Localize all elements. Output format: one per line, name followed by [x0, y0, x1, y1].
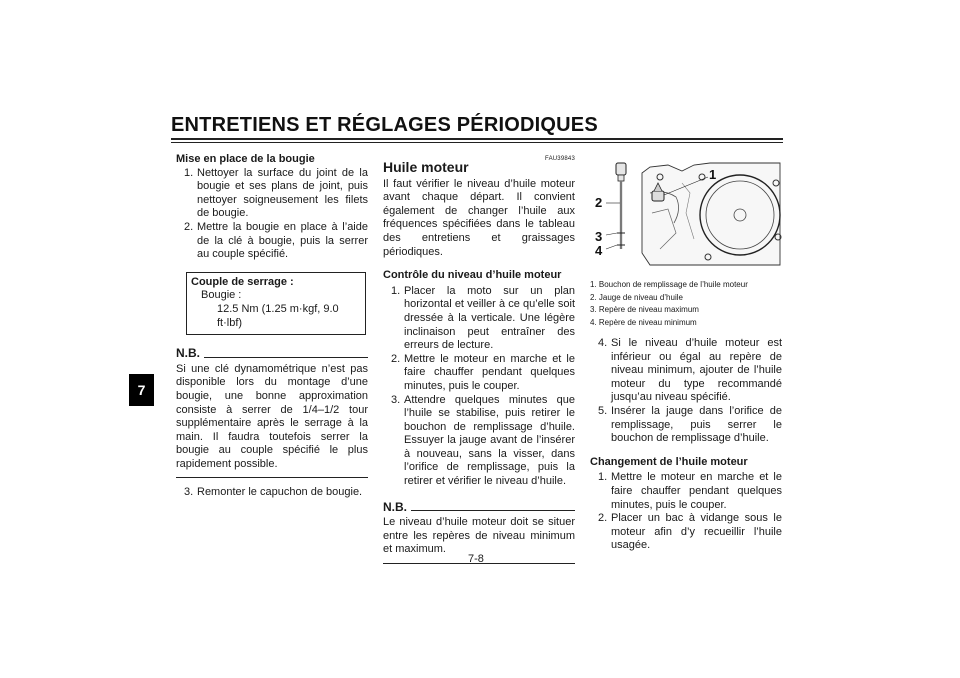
list-item [176, 167, 368, 221]
nb-header [383, 501, 575, 515]
spec-title: Couple de serrage : [191, 275, 294, 288]
page-number: 7-8 [468, 553, 484, 565]
step-text: Nettoyer la surface du joint de la bougie et ses plans de joint, puis nettoyer soigneusement les filets de bougie. [197, 166, 368, 220]
step-number: 2. [391, 352, 401, 365]
legend-item: 3. Repère de niveau maximum [590, 305, 699, 314]
spec-label: Bougie : [201, 289, 242, 302]
spark-plug-steps [176, 167, 368, 262]
column-spark-plug [176, 153, 368, 500]
column-oil-figure [590, 153, 782, 553]
step-number: 3. [184, 486, 194, 499]
nb-label: N.B. [383, 499, 407, 514]
list-item [590, 405, 782, 446]
list-item [590, 471, 782, 512]
divider [411, 510, 575, 511]
callout-2: 2 [595, 195, 603, 210]
oil-check-steps-cont [590, 337, 782, 446]
oil-check-heading: Contrôle du niveau d’huile moteur [383, 269, 562, 282]
oil-change-steps [590, 471, 782, 553]
divider [204, 357, 368, 358]
step-text: Placer la moto sur un plan horizontal et veiller à ce qu’elle soit dressée à la verticale. Une légère inclinaison peut entraîner des erreurs de lecture. [404, 284, 575, 352]
oil-change-heading: Changement de l’huile moteur [590, 455, 748, 468]
engine-illustration [590, 153, 782, 271]
oil-check-steps [383, 285, 575, 489]
callout-1: 1 [709, 167, 717, 182]
divider [176, 477, 368, 478]
legend-item: 1. Bouchon de remplissage de l’huile moteur [590, 280, 748, 289]
step-text: Mettre le moteur en marche et le faire chauffer pendant quelques minutes, puis le couper. [404, 352, 575, 392]
legend-item: 2. Jauge de niveau d’huile [590, 292, 683, 302]
step-number: 2. [598, 512, 608, 525]
list-item [176, 486, 368, 500]
list-item [383, 285, 575, 353]
step-text: Remonter le capuchon de bougie. [197, 486, 363, 499]
callout-3: 3 [595, 229, 603, 244]
step-number: 1. [391, 284, 401, 297]
step-text: Mettre le moteur en marche et le faire chauffer pendant quelques minutes, puis le couper. [611, 471, 782, 511]
reference-code: FAU39843 [545, 156, 575, 162]
list-item [590, 512, 782, 553]
list-item [176, 221, 368, 262]
step-number: 2. [184, 220, 194, 233]
spark-plug-heading: Mise en place de la bougie [176, 153, 315, 165]
intro-paragraph: Il faut vérifier le niveau d’huile moteur avant chaque départ. Il convient également de changer l’huile aux fréquences spécifiées dans le tableau des entretiens et graissages périodiques. [383, 177, 575, 258]
engine-oil-diagram [590, 153, 782, 271]
spark-plug-steps-cont [176, 486, 368, 500]
nb-label: N.B. [176, 346, 200, 361]
nb-text: Le niveau d’huile moteur doit se situer entre les repères de niveau minimum et maximum. [383, 516, 575, 556]
step-number: 5. [598, 404, 608, 417]
nb-text: Si une clé dynamométrique n’est pas disponible lors du montage d’une bougie, une bonne approximation consiste à serrer de 1/4–1/2 tour supplémentaire après le serrage à la main. Il faudra toutefois serrer la bougie au couple spécifié le plus rapidement possible. [176, 362, 368, 470]
step-text: Si le niveau d’huile moteur est inférieur ou égal au repère de niveau minimum, ajouter de l’huile moteur du type recommandé jusqu’au niveau spécifié. [611, 337, 782, 404]
header-rule-thick [171, 138, 783, 140]
chapter-tab: 7 [129, 374, 154, 406]
figure-legend [590, 279, 782, 329]
column-engine-oil [383, 153, 575, 572]
step-text: Mettre la bougie en place à l’aide de la clé à bougie, puis la serrer au couple spécifié. [197, 220, 368, 261]
callout-4: 4 [595, 243, 603, 258]
step-number: 4. [598, 337, 608, 349]
step-text: Attendre quelques minutes que l’huile se stabilise, puis retirer le bouchon de remplissage d’huile. Essuyer la jauge avant de l’insérer à nouveau, sans la visser, dans l’orifice de remplissage, puis la retirer et vérifier le niveau d’huile. [404, 393, 575, 488]
step-number: 1. [184, 166, 194, 179]
torque-spec-box [186, 272, 366, 335]
section-title: Huile moteur [383, 159, 469, 175]
step-number: 1. [598, 471, 608, 484]
step-text: Insérer la jauge dans l’orifice de remplissage, puis serrer le bouchon de remplissage d’huile. [611, 404, 782, 445]
header-rule-thin [171, 142, 783, 143]
list-item [383, 353, 575, 394]
spec-value: 12.5 Nm (1.25 m·kgf, 9.0 ft·lbf) [217, 302, 339, 329]
list-item [383, 394, 575, 489]
step-number: 3. [391, 393, 401, 406]
nb-header [176, 347, 368, 361]
list-item [590, 337, 782, 405]
legend-item: 4. Repère de niveau minimum [590, 317, 697, 327]
page-title: ENTRETIENS ET RÉGLAGES PÉRIODIQUES [171, 114, 598, 136]
step-text: Placer un bac à vidange sous le moteur afin d’y recueillir l’huile usagée. [611, 512, 782, 552]
